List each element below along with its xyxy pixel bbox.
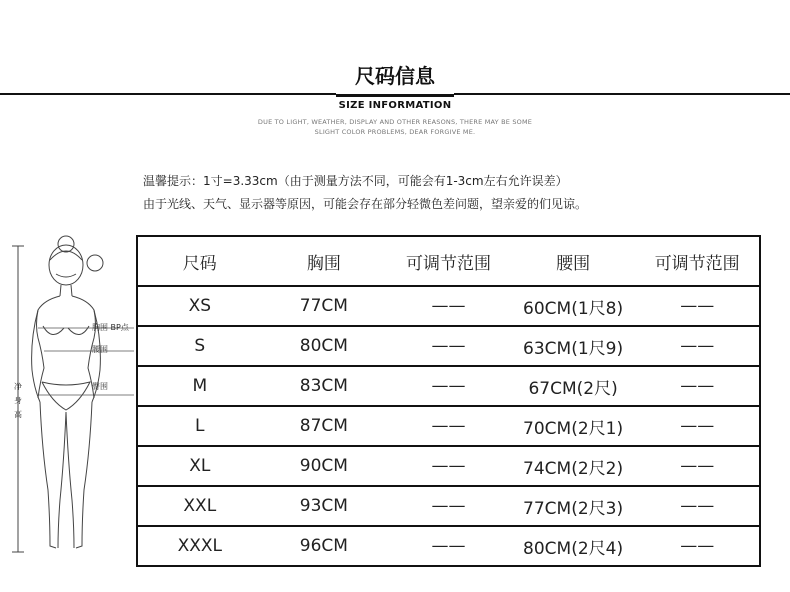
chest-cell: 90CM — [262, 446, 387, 486]
size-cell: S — [137, 326, 262, 366]
chest-adjust-cell: —— — [386, 406, 511, 446]
waist-label: 腰围 — [92, 345, 108, 354]
table-row — [137, 326, 760, 366]
table-row — [137, 446, 760, 486]
header-chest: 胸围 — [262, 236, 387, 286]
table-row — [137, 366, 760, 406]
chest-adjust-cell: —— — [386, 286, 511, 326]
waist-cell: 70CM(2尺1) — [511, 406, 636, 446]
table-row — [137, 286, 760, 326]
size-cell: XXL — [137, 486, 262, 526]
size-cell: XS — [137, 286, 262, 326]
table-row — [137, 406, 760, 446]
height-label: 净身高 — [14, 382, 22, 419]
table-row — [137, 486, 760, 526]
hip-label: 臀围 — [92, 382, 108, 391]
chest-adjust-cell: —— — [386, 526, 511, 566]
chest-adjust-cell: —— — [386, 326, 511, 366]
disclaimer-line-1: DUE TO LIGHT, WEATHER, DISPLAY AND OTHER REASONS, THERE MAY BE SOME — [257, 118, 533, 126]
chest-cell: 83CM — [262, 366, 387, 406]
waist-adjust-cell: —— — [635, 526, 760, 566]
size-cell: M — [137, 366, 262, 406]
chest-cell: 96CM — [262, 526, 387, 566]
tip-line-2: 由于光线、天气、显示器等原因，可能会存在部分轻微色差问题，望亲爱的们见谅。 — [143, 197, 588, 211]
page-title: 尺码信息 — [355, 64, 435, 88]
size-table-header-row — [137, 236, 760, 286]
size-cell: L — [137, 406, 262, 446]
waist-cell: 77CM(2尺3) — [511, 486, 636, 526]
waist-cell: 80CM(2尺4) — [511, 526, 636, 566]
body-figure — [0, 230, 140, 570]
size-table — [136, 235, 761, 567]
disclaimer-line-2: SLIGHT COLOR PROBLEMS, DEAR FORGIVE ME. — [314, 128, 476, 136]
waist-adjust-cell: —— — [635, 446, 760, 486]
waist-adjust-cell: —— — [635, 286, 760, 326]
chest-cell: 93CM — [262, 486, 387, 526]
chest-cell: 87CM — [262, 406, 387, 446]
header-waist: 腰围 — [511, 236, 636, 286]
waist-cell: 63CM(1尺9) — [511, 326, 636, 366]
waist-cell: 60CM(1尺8) — [511, 286, 636, 326]
chest-adjust-cell: —— — [386, 486, 511, 526]
size-cell: XL — [137, 446, 262, 486]
chest-label: 胸围 BP点 — [92, 323, 129, 332]
header-waist-adjust: 可调节范围 — [635, 236, 760, 286]
chest-adjust-cell: —— — [386, 446, 511, 486]
table-row — [137, 526, 760, 566]
tip-line-1: 温馨提示：1寸=3.33cm（由于测量方法不同，可能会有1-3cm左右允许误差） — [143, 174, 568, 188]
chest-cell: 80CM — [262, 326, 387, 366]
chest-adjust-cell: —— — [386, 366, 511, 406]
waist-cell: 74CM(2尺2) — [511, 446, 636, 486]
waist-adjust-cell: —— — [635, 366, 760, 406]
waist-adjust-cell: —— — [635, 406, 760, 446]
waist-adjust-cell: —— — [635, 486, 760, 526]
page-subtitle: SIZE INFORMATION — [338, 100, 452, 111]
header-chest-adjust: 可调节范围 — [386, 236, 511, 286]
header-size: 尺码 — [137, 236, 262, 286]
waist-cell: 67CM(2尺) — [511, 366, 636, 406]
size-cell: XXXL — [137, 526, 262, 566]
chest-cell: 77CM — [262, 286, 387, 326]
waist-adjust-cell: —— — [635, 326, 760, 366]
